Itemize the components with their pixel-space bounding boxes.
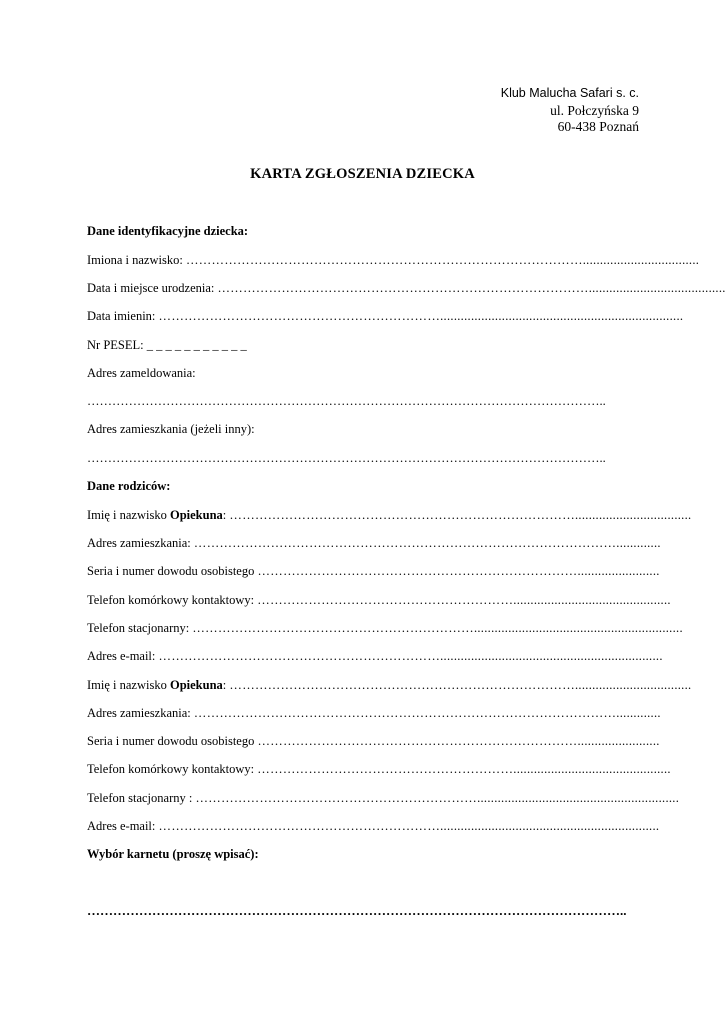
guardian1-email-label: Adres e-mail: [87,649,159,663]
guardian1-address-blank[interactable]: ………………………………………………………………………………………............. [193,536,661,550]
guardian2-landline-field[interactable] [87,791,680,806]
child-pesel-label: Nr PESEL: [87,338,147,352]
guardian2-landline-label: Telefon stacjonarny : [87,791,196,805]
guardian2-address-field[interactable] [87,706,661,721]
guardian1-landline-label: Telefon stacjonarny: [87,621,193,635]
guardian1-mobile-blank[interactable]: …………………………………………………….............................................. [257,593,671,607]
organization-street: ul. Połczyńska 9 [550,103,639,118]
child-nameday-blank[interactable]: …………………………………………………………....................................................................... [158,309,684,323]
child-nameday-field[interactable] [87,309,684,324]
guardian2-name-label-bold: Opiekuna [169,678,223,692]
guardian1-landline-field[interactable] [87,621,683,636]
guardian1-landline-blank[interactable]: …………………………………………………………............................................................. [192,621,683,635]
pass-section-heading: Wybór karnetu (proszę wpisać): [87,847,259,861]
guardian1-name-label-colon: : [222,508,230,522]
guardian2-name-label-colon: : [222,678,230,692]
organization-city: 60-438 Poznań [557,119,639,134]
guardian2-name-blank[interactable]: ……………………………………………………………………….................................. [229,678,692,692]
guardian2-mobile-blank[interactable]: …………………………………………………….............................................. [257,762,671,776]
guardian1-name-label-bold: Opiekuna [169,508,223,522]
parents-section-heading: Dane rodziców: [87,479,171,493]
guardian1-id-label: Seria i numer dowodu osobistego [87,564,258,578]
child-birth-blank[interactable]: ……………………………………………………………………………........................................ [217,281,726,295]
child-name-field[interactable] [87,253,700,268]
guardian1-email-field[interactable] [87,649,663,664]
guardian2-id-field[interactable] [87,734,660,749]
guardian1-address-field[interactable] [87,536,661,551]
child-name-blank[interactable]: ………………………………………………………………………………….................................. [185,253,700,267]
guardian2-email-field[interactable] [87,819,660,834]
document-title: KARTA ZGŁOSZENIA DZIECKA [250,166,475,182]
guardian2-email-blank[interactable]: …………………………………………………………................................................................ [158,819,660,833]
child-registered-address-blank[interactable]: …………………………………………………………………………………………………………….. [87,394,606,408]
pass-selection-blank[interactable]: …………………………………………………………………………………………………………….. [87,903,627,918]
child-residence-address-label: Adres zamieszkania (jeżeli inny): [87,422,255,436]
guardian2-id-blank[interactable]: …………………………………………………………………........................ [257,734,660,748]
guardian1-id-blank[interactable]: …………………………………………………………………........................ [257,564,660,578]
guardian2-id-label: Seria i numer dowodu osobistego [87,734,258,748]
guardian1-mobile-label: Telefon komórkowy kontaktowy: [87,593,258,607]
guardian1-email-blank[interactable]: …………………………………………………………................................................................. [158,649,663,663]
guardian2-address-blank[interactable]: ………………………………………………………………………………………............. [193,706,661,720]
child-name-label: Imiona i nazwisko: [87,253,186,267]
guardian2-mobile-label: Telefon komórkowy kontaktowy: [87,762,258,776]
guardian1-id-field[interactable] [87,564,660,579]
guardian1-address-label: Adres zamieszkania: [87,536,194,550]
guardian1-name-label: Imię i nazwisko [87,508,170,522]
guardian2-name-field[interactable] [87,678,692,693]
child-residence-address-blank[interactable]: …………………………………………………………………………………………………………….. [87,451,606,465]
guardian2-mobile-field[interactable] [87,762,671,777]
guardian1-mobile-field[interactable] [87,593,671,608]
organization-name: Klub Malucha Safari s. c. [500,86,639,100]
child-pesel-blank[interactable]: _ _ _ _ _ _ _ _ _ _ _ [146,338,247,352]
child-birth-field[interactable] [87,281,726,296]
guardian1-name-blank[interactable]: ……………………………………………………………………….................................. [229,508,692,522]
child-nameday-label: Data imienin: [87,309,159,323]
guardian1-name-field[interactable] [87,508,692,523]
guardian2-address-label: Adres zamieszkania: [87,706,194,720]
child-birth-label: Data i miejsce urodzenia: [87,281,218,295]
guardian2-landline-blank[interactable]: …………………………………………………………........................................................... [195,791,680,805]
child-registered-address-label: Adres zameldowania: [87,366,196,380]
guardian2-email-label: Adres e-mail: [87,819,159,833]
child-pesel-field[interactable] [87,338,639,353]
guardian2-name-label: Imię i nazwisko [87,678,170,692]
child-section-heading: Dane identyfikacyjne dziecka: [87,224,249,238]
